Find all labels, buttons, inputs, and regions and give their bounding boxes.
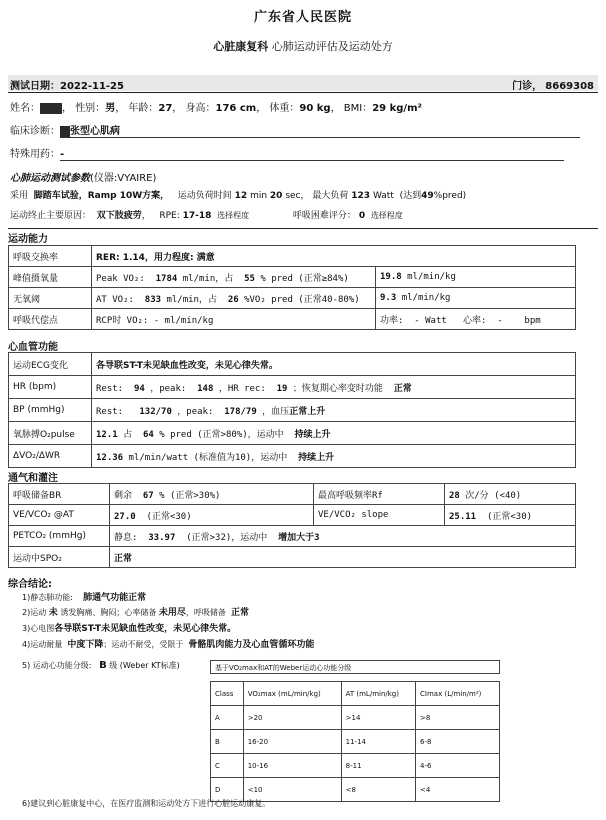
conclusion-5: 5) 运动心功能分级: B 级 (Weber KT标准) [22,660,180,671]
dept-name: 心脏康复科 [213,40,269,53]
table-row: 运动ECG变化 各导联ST-T未见缺血性改变，未见心律失常。 [9,353,576,376]
cardio-heading: 心血管功能 [8,342,58,353]
weber-table [210,681,500,802]
table-row: 峰值摄氧量 Peak VO₂: 1784 ml/min，占 55 % pred (正常≥84%) 19.8 ml/min/kg [9,267,576,288]
capacity-table [8,245,576,330]
table-row: D <10 <8 <4 [211,778,500,802]
table-row: VE/VCO₂ @AT 27.0 (正常<30) VE/VCO₂ slope 25.11 (正常<30) [9,505,576,526]
report-title [0,38,606,54]
conclusion-3: 3)心电图各导联ST-T未见缺血性改变，未见心律失常。 [22,624,237,634]
conclusion-6: 6)建议到心脏康复中心，在医疗监测和运动处方下进行心脏运动康复。 [22,799,271,808]
weber-caption: 基于VO₂max和AT的Weber运动心功能分级 [210,660,500,674]
test-date: 测试日期：2022-11-25 [10,81,124,92]
visit-id: 门诊， 8669308 [512,81,594,92]
diagnosis: 临床诊断： 张型心肌病 [10,122,580,138]
table-row: 运动中SPO₂ 正常 [9,547,576,568]
table-row: 无氧阈 AT VO₂: 833 ml/min，占 26 %VO₂ pred (正常40-80%) 9.3 ml/min/kg [9,288,576,309]
table-row: 呼吸储备BR 剩余 67 % (正常>30%) 最高呼吸频率Rf 28 次/分 (<40) [9,484,576,505]
table-row: 呼吸代偿点 RCP时 VO₂: - ml/min/kg 功率: - Watt 心率: - bpm [9,309,576,330]
table-row: PETCO₂ (mmHg) 静息: 33.97 (正常>32)，运动中 增加大于3 [9,526,576,547]
special-drug: 特殊用药：- [10,145,564,161]
table-row: B 16-20 11-14 6-8 [211,730,500,754]
diag-redaction [60,126,70,137]
conclusion-heading: 综合结论: [8,579,52,590]
title-text: 心肺运动评估及运动处方 [271,40,393,53]
table-row: ΔVO₂/ΔWR 12.36 ml/min/watt (标准值为10)，运动中 持续上升 [9,445,576,468]
stop-line: 运动终止主要原因： 双下肢疲劳， RPE: 17-18 选择程度 呼吸困难评分： 0 选择程度 [10,211,403,221]
conclusion-4: 4)运动耐量 中度下降；运动不耐受，受限于 骨骼肌肉能力及心血管循环功能 [22,640,315,650]
table-row: 氧脉搏O₂pulse 12.1 占 64 % pred (正常>80%)，运动中 持续上升 [9,422,576,445]
table-row: HR (bpm) Rest: 94 ，peak: 148 ，HR rec: 19 ；恢复期心率变时功能 正常 [9,376,576,399]
cardio-table [8,352,576,468]
name-redaction [40,103,62,114]
conclusion-2: 2)运动 未 诱发胸痛、胸闷；心率储备 未用尽，呼吸储备 正常 [22,608,249,618]
table-row: BP (mmHg) Rest: 132/70 ，peak: 178/79 ，血压正常上升 [9,399,576,422]
conclusion-1: 1)静态肺功能: 肺通气功能正常 [22,593,147,603]
vent-heading: 通气和灌注 [8,473,58,484]
divider [8,228,598,229]
divider [8,92,598,93]
hospital-name: 广东省人民医院 [253,10,352,25]
table-row: 呼吸交换率 RER: 1.14，用力程度: 满意 [9,246,576,267]
patient-info: 姓名： ， 性别：男， 年龄：27， 身高：176 cm， 体重：90 kg， BMI：29 kg/m² [10,103,422,114]
table-row: C 10-16 8-11 4-6 [211,754,500,778]
params-line: 采用 脚踏车试验，Ramp 10W方案， 运动负荷时间 12 min 20 sec， 最大负荷 123 Watt (达到49%pred) [10,191,467,201]
table-row: Class VO₂max (mL/min/kg) AT (mL/min/kg) CImax (L/min/m²) [211,682,500,706]
capacity-heading: 运动能力 [8,234,48,245]
params-heading: 心肺运动测试参数(仪器:VYAIRE) [10,173,157,184]
vent-table [8,483,576,568]
table-row: A >20 >14 >8 [211,706,500,730]
